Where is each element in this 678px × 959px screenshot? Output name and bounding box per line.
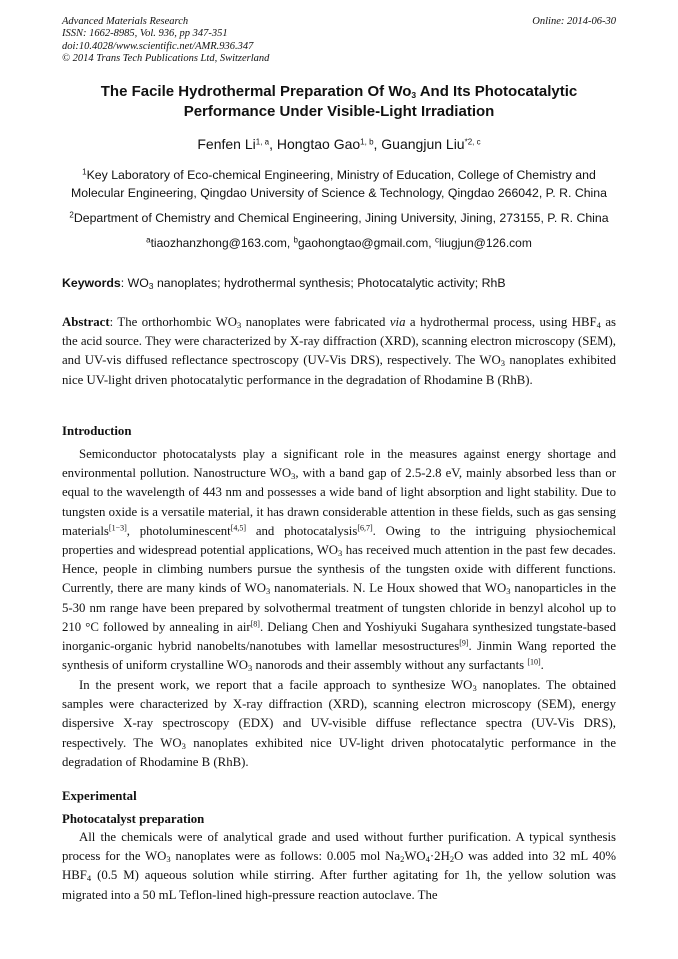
subsection-heading-photocatalyst-preparation: Photocatalyst preparation <box>62 812 205 826</box>
intro-paragraph-2: In the present work, we report that a facile approach to synthesize $WO_3$ nanoplates. The obtained samples were characterized by X-ray diffraction (XRD), scanning electron microscopy (SEM), energy dispersive X-ray spectroscopy (EDX) and UV-visible diffuse reflectance spectra (UV-Vis DRS), respectively. The $WO_3$ nanoplates exhibited nice UV-light driven photocatalytic performance in the degradation of Rhodamine B (RhB). <box>62 678 617 769</box>
author-name: Hongtao Gao <box>276 136 361 152</box>
abstract-label: Abstract <box>62 315 110 329</box>
copyright-line: © 2014 Trans Tech Publications Ltd, Switzerland <box>62 53 270 65</box>
citation: [1−3] <box>108 523 127 533</box>
author-name: Fenfen Li <box>197 136 256 152</box>
affiliation-2: $^2$Department of Chemistry and Chemical Engineering, Jining University, Jining, 273155, P. R. China <box>69 210 609 225</box>
online-date: Online: 2014-06-30 <box>532 16 616 27</box>
citation: [10] <box>527 657 541 667</box>
author-list: Fenfen Li$^{1, a}$, Hongtao Gao$^{1, b}$, Guangjun Liu$^{*2, c}$ <box>197 136 481 152</box>
affiliation-1: $^1$Key Laboratory of Eco-chemical Engineering, Ministry of Education, College of Chemistry and Molecular Engineering, Qingdao University of Science & Technology, Qingdao 266042, P. R. China <box>71 167 607 200</box>
author-name: Guangjun Liu <box>381 136 465 152</box>
doi-line: doi:10.4028/www.scientific.net/AMR.936.347 <box>62 40 254 52</box>
keywords-label: Keywords <box>62 276 121 290</box>
section-heading-introduction: Introduction <box>62 424 132 438</box>
experimental-paragraph: All the chemicals were of analytical grade and used without further purification. A typical synthesis process for the $WO_3$ nanoplates were as follows: 0.005 mol $Na_2WO_4\cdot 2H_2O$ was added into 32 mL 40% $HBF_4$ (0.5 M) aqueous solution while stirring. After further agitating for 1h, the yellow solution was migrated into a 50 mL Teflon-lined high-pressure reaction autoclave. The <box>62 830 616 902</box>
author-emails: $^a$tiaozhanzhong@163.com, $^b$gaohongtao@gmail.com, $^c$liugjun@126.com <box>146 235 532 250</box>
journal-name: Advanced Materials Research <box>62 16 189 27</box>
abstract: Abstract: The orthorhombic $WO_3$ nanoplates were fabricated via a hydrothermal process, using $HBF_4$ as the acid source. They were characterized by X-ray diffraction (XRD), scanning electron microscopy (SEM), and UV-vis diffused reflectance spectroscopy (UV-Vis DRS), respectively. The $WO_3$ nanoplates exhibited nice UV-light driven photocatalytic performance in the degradation of Rhodamine B (RhB). <box>62 315 616 387</box>
journal-header <box>62 16 616 66</box>
intro-paragraph-1: Semiconductor photocatalysts play a significant role in the measures against energy shortage and environmental pollution. Nanostructure $WO_3$, with a band gap of 2.5-2.8 eV, mainly absorbed less than or equal to the wavelength of 443 nm and possesses a wide band of light absorption and light stability. Due to tungsten oxide is a versatile material, it has drawn considerable attention in these fields, such as gas sensing materials[1−3], photoluminescent[4,5] and photocatalysis[6,7]. Owing to the intriguing physiochemical properties and widespread potential applications, $WO_3$ has received much attention in the past few decades. Hence, people in climbing numbers pursue the synthesis of the tungsten oxide with different functions. Currently, there are many kinds of $WO_3$ nanomaterials. N. Le Houx showed that $WO_3$ nanoparticles in the 5-30 nm range have been prepared by solvothermal treatment of tungsten chloride in benzyl alcohol up to 210 °C followed by annealing in air[8]. Deliang Chen and Yoshiyuki Sugahara synthesized tungstate-based inorganic-organic hybrid nanobelts/nanotubes with lamellar mesostructures[9]. Jinmin Wang reported the synthesis of uniform crystalline $WO_3$ nanorods and their assembly without any surfactants [10]. <box>62 447 617 674</box>
citation: [6,7] <box>357 523 373 533</box>
section-heading-experimental: Experimental <box>62 789 137 803</box>
issn-line: ISSN: 1662-8985, Vol. 936, pp 347-351 <box>62 28 228 40</box>
keywords: Keywords: $WO_3$ nanoplates; hydrothermal synthesis; Photocatalytic activity; RhB <box>62 276 506 292</box>
paper-title: The Facile Hydrothermal Preparation Of $Wo_3$ And Its Photocatalytic Performance Under Visible-Light Irradiation <box>100 83 578 120</box>
citation: [4,5] <box>230 523 247 533</box>
citation: [8] <box>250 619 260 629</box>
citation: [9] <box>459 638 469 648</box>
